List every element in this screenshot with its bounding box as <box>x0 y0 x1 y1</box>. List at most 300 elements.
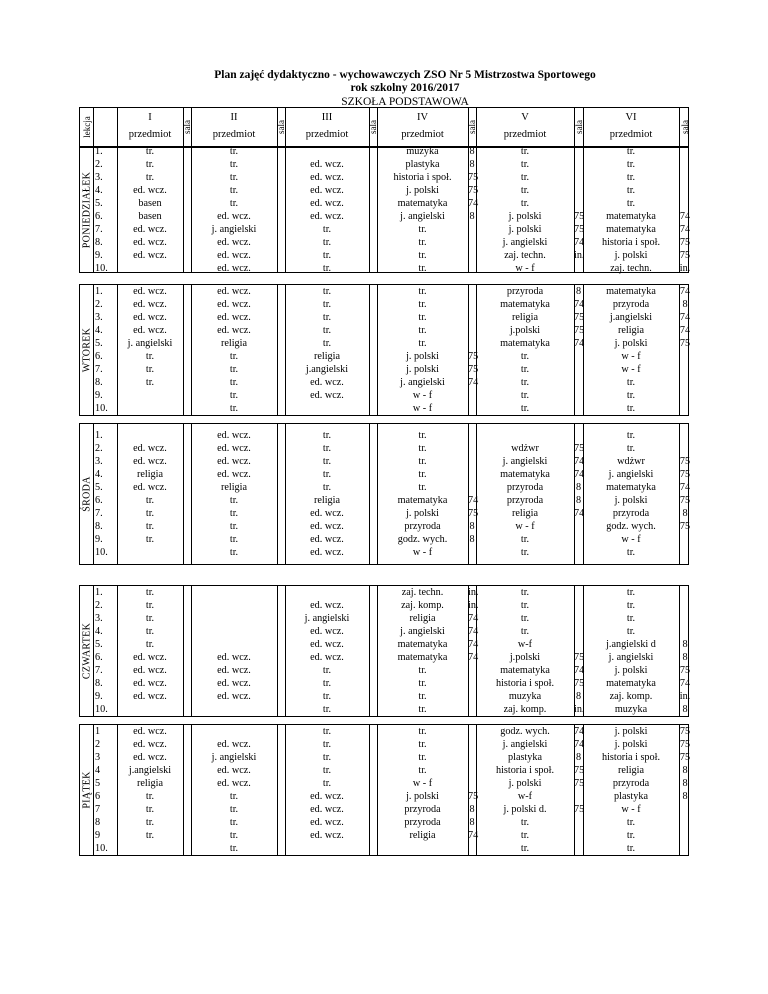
subject-cell: tr. <box>626 377 636 388</box>
room-cell <box>679 803 691 816</box>
room-cell <box>679 402 691 415</box>
subject-cell: przyroda <box>404 521 441 532</box>
subject-cell: tr. <box>145 804 155 815</box>
lesson-row <box>80 803 688 816</box>
lesson-row <box>80 842 688 855</box>
lesson-number: 4. <box>95 469 103 480</box>
room-cell <box>574 842 583 855</box>
room-cell <box>369 599 377 612</box>
room-cell: 8 <box>469 211 475 222</box>
day-block-0 <box>79 147 689 273</box>
room-cell <box>574 429 583 442</box>
room-cell <box>468 546 476 559</box>
lesson-number: 2 <box>95 739 101 750</box>
room-cell <box>574 184 583 197</box>
day-name: PONIEDZIAŁEK <box>81 171 92 249</box>
room-cell: 75 <box>574 765 585 776</box>
sala-header <box>679 108 691 146</box>
subject-cell <box>377 842 468 855</box>
lesson-row <box>80 586 688 599</box>
room-cell <box>369 625 377 638</box>
subject-cell: j. angielski <box>127 338 173 349</box>
room-cell <box>277 468 285 481</box>
subject-cell: matematyka <box>606 286 656 297</box>
subject-cell <box>285 402 369 415</box>
subject-cell: tr. <box>229 817 239 828</box>
subject-cell: ed. wcz. <box>217 312 251 323</box>
room-cell <box>183 429 191 442</box>
room-cell <box>468 455 476 468</box>
subject-cell: tr. <box>520 534 530 545</box>
room-cell <box>183 455 191 468</box>
subject-cell: j. polski <box>406 508 439 519</box>
subject-cell: tr. <box>322 237 332 248</box>
room-cell <box>183 350 191 363</box>
subject-cell: w - f <box>515 263 535 274</box>
subject-cell <box>117 546 183 559</box>
subject-cell: muzyka <box>614 704 648 715</box>
subject-cell: ed. wcz. <box>310 547 344 558</box>
lesson-number: 6. <box>95 211 103 222</box>
przedmiot-header: przedmiot <box>305 129 349 140</box>
school-year: rok szkolny 2016/2017 <box>350 82 460 94</box>
room-cell: 8 <box>469 804 475 815</box>
lesson-number: 2. <box>95 600 103 611</box>
room-cell <box>277 677 285 690</box>
room-cell <box>277 442 285 455</box>
subject-cell: religia <box>220 482 248 493</box>
room-cell <box>277 455 285 468</box>
subject-cell: ed. wcz. <box>217 263 251 274</box>
subject-cell: ed. wcz. <box>133 752 167 763</box>
room-cell <box>277 158 285 171</box>
subject-cell: religia <box>617 765 645 776</box>
room-cell <box>574 586 583 599</box>
subject-cell: ed. wcz. <box>310 377 344 388</box>
lesson-row <box>80 402 688 415</box>
room-cell <box>468 389 476 402</box>
room-cell <box>369 337 377 350</box>
room-cell <box>183 298 191 311</box>
subject-cell: tr. <box>145 146 155 157</box>
room-cell <box>277 703 285 716</box>
day-name: PIĄTEK <box>81 771 92 809</box>
subject-cell: tr. <box>418 704 427 715</box>
subject-cell: zaj. techn. <box>401 587 444 598</box>
subject-cell: ed. wcz. <box>217 691 251 702</box>
subject-cell <box>117 402 183 415</box>
subject-cell <box>191 638 277 651</box>
subject-cell: w - f <box>515 521 535 532</box>
lesson-number: 2. <box>95 443 103 454</box>
room-cell <box>183 337 191 350</box>
subject-cell: plastyka <box>405 159 440 170</box>
subject-cell: tr. <box>322 312 332 323</box>
room-cell: 74 <box>574 665 585 676</box>
room-cell <box>277 586 285 599</box>
room-cell: 8 <box>469 159 475 170</box>
sala-header <box>369 108 377 146</box>
room-cell <box>369 311 377 324</box>
lesson-row <box>80 223 691 236</box>
subject-cell: tr. <box>145 587 155 598</box>
subject-cell: tr. <box>626 626 636 637</box>
room-cell <box>277 738 285 751</box>
subject-cell: tr. <box>145 159 155 170</box>
subject-cell: tr. <box>229 159 239 170</box>
subject-cell <box>117 703 183 716</box>
subject-cell: religia <box>617 325 645 336</box>
room-cell: 8 <box>682 765 688 776</box>
class-header-ii: II <box>230 112 238 123</box>
room-cell <box>468 751 476 764</box>
room-cell <box>277 777 285 790</box>
room-cell: 74 <box>679 325 691 336</box>
subject-cell: tr. <box>229 521 239 532</box>
lesson-row <box>80 210 691 223</box>
room-cell <box>679 442 691 455</box>
subject-cell: tr. <box>229 547 239 558</box>
lesson-number: 3. <box>95 172 103 183</box>
lesson-number: 6 <box>95 791 101 802</box>
room-cell <box>183 829 191 842</box>
subject-cell: przyroda <box>612 778 650 789</box>
subject-cell: tr. <box>229 172 239 183</box>
subject-cell <box>285 842 369 855</box>
subject-cell: tr. <box>520 390 530 401</box>
room-cell <box>277 249 285 262</box>
sala-label: sala <box>182 120 192 134</box>
subject-cell: matematyka <box>606 678 656 689</box>
subject-cell: tr. <box>626 390 636 401</box>
room-cell <box>183 184 191 197</box>
room-cell <box>369 481 377 494</box>
subject-cell: tr. <box>322 325 332 336</box>
subject-cell: tr. <box>145 521 155 532</box>
subject-cell: ed. wcz. <box>217 299 251 310</box>
room-cell <box>369 816 377 829</box>
room-cell <box>369 324 377 337</box>
room-cell <box>679 612 691 625</box>
room-cell <box>679 842 691 855</box>
room-cell <box>679 625 691 638</box>
subject-cell: ed. wcz. <box>133 726 167 737</box>
room-cell <box>679 546 691 559</box>
subject-cell: religia <box>511 312 539 323</box>
room-cell <box>574 402 583 415</box>
subject-cell: tr. <box>520 843 530 854</box>
room-cell <box>277 324 285 337</box>
subject-cell: tr. <box>145 830 155 841</box>
room-cell: 8 <box>575 495 582 506</box>
day-block-2 <box>79 423 689 565</box>
lesson-row <box>80 442 688 455</box>
room-cell <box>277 337 285 350</box>
subject-cell: basen <box>138 198 162 209</box>
room-cell: 8 <box>575 286 582 297</box>
room-cell: 74 <box>679 312 691 323</box>
subject-cell: j.angielski <box>609 312 653 323</box>
subject-cell: ed. wcz. <box>133 678 167 689</box>
room-cell <box>574 790 583 803</box>
room-cell <box>369 803 377 816</box>
room-cell: 8 <box>682 508 688 519</box>
room-cell <box>468 468 476 481</box>
subject-cell: tr. <box>626 172 636 183</box>
room-cell <box>183 262 191 275</box>
subject-cell: tr. <box>229 534 239 545</box>
room-cell: 75 <box>574 312 585 323</box>
lesson-number: 9. <box>95 691 103 702</box>
lesson-number: 4. <box>95 626 103 637</box>
day-block-1 <box>79 284 689 416</box>
subject-cell: przyroda <box>612 299 650 310</box>
room-cell <box>369 703 377 716</box>
lesson-number: 7. <box>95 665 103 676</box>
room-cell: 74 <box>574 469 585 480</box>
room-cell <box>183 703 191 716</box>
room-cell <box>183 249 191 262</box>
subject-cell: j.angielski d <box>606 639 656 650</box>
subject-cell: tr. <box>322 704 332 715</box>
room-cell: 74 <box>468 495 479 506</box>
subject-cell: ed. wcz. <box>217 765 251 776</box>
room-cell <box>468 236 476 249</box>
room-cell <box>369 145 377 158</box>
room-cell <box>183 738 191 751</box>
room-cell <box>369 402 377 415</box>
room-cell <box>183 158 191 171</box>
room-cell <box>574 599 583 612</box>
subject-cell: tr. <box>145 534 155 545</box>
subject-cell: tr. <box>145 377 155 388</box>
lesson-number: 10. <box>95 547 108 558</box>
subject-cell: przyroda <box>404 804 441 815</box>
room-cell: 8 <box>682 652 688 663</box>
sala-header <box>277 108 285 146</box>
lesson-number: 8 <box>95 817 101 828</box>
room-cell <box>574 363 583 376</box>
room-cell <box>183 494 191 507</box>
subject-cell: ed. wcz. <box>217 211 251 222</box>
room-cell <box>574 376 583 389</box>
subject-cell: tr. <box>520 146 530 157</box>
lesson-row <box>80 533 688 546</box>
room-cell <box>183 612 191 625</box>
room-cell <box>574 158 583 171</box>
lesson-number: 10. <box>95 704 108 715</box>
room-cell <box>468 249 476 262</box>
room-cell <box>183 725 191 738</box>
przedmiot-header: przedmiot <box>128 129 172 140</box>
subject-cell <box>191 612 277 625</box>
room-cell <box>277 764 285 777</box>
subject-cell: w - f <box>412 403 433 414</box>
room-cell <box>369 533 377 546</box>
document-title: Plan zajęć dydaktyczno - wychowawczych ZSO Nr 5 Mistrzostwa Sportowego <box>214 69 596 81</box>
room-cell <box>679 376 691 389</box>
room-cell <box>183 546 191 559</box>
room-cell <box>369 751 377 764</box>
room-cell <box>468 402 476 415</box>
subject-cell: wdżwr <box>617 456 645 467</box>
subject-cell: godz. wych. <box>500 726 550 737</box>
subject-cell: j. polski <box>508 778 542 789</box>
subject-cell: tr. <box>418 237 427 248</box>
subject-cell: matematyka <box>606 211 656 222</box>
lesson-number: 8. <box>95 521 103 532</box>
room-cell <box>277 285 285 298</box>
room-cell <box>468 664 476 677</box>
subject-cell: tr. <box>626 146 636 157</box>
subject-cell: tr. <box>520 351 530 362</box>
lesson-number: 7. <box>95 364 103 375</box>
subject-cell: tr. <box>229 403 239 414</box>
room-cell: 74 <box>468 377 479 388</box>
room-cell <box>369 285 377 298</box>
subject-cell: j.polski <box>509 325 541 336</box>
lesson-number: 9. <box>95 534 103 545</box>
room-cell: 75 <box>679 469 691 480</box>
room-cell <box>369 442 377 455</box>
room-cell: 8 <box>575 752 582 763</box>
lesson-number: 10. <box>95 843 108 854</box>
lesson-row <box>80 298 688 311</box>
header-row <box>79 107 689 147</box>
room-cell <box>277 184 285 197</box>
subject-cell: tr. <box>520 198 530 209</box>
subject-cell: tr. <box>145 626 155 637</box>
sala-label: sala <box>368 120 378 134</box>
subject-cell: ed. wcz. <box>310 534 344 545</box>
room-cell: 8 <box>469 146 475 157</box>
room-cell: 75 <box>574 778 585 789</box>
subject-cell: tr. <box>520 364 530 375</box>
subject-cell: j. angielski <box>502 739 548 750</box>
subject-cell: ed. wcz. <box>133 250 167 261</box>
lesson-row <box>80 145 688 158</box>
subject-cell: tr. <box>418 739 427 750</box>
day-block-4 <box>79 724 689 856</box>
room-cell: 74 <box>468 652 479 663</box>
lesson-number: 3 <box>95 752 101 763</box>
lesson-number: 1 <box>95 726 101 737</box>
lesson-number: 9. <box>95 390 103 401</box>
room-cell <box>183 664 191 677</box>
room-cell <box>369 790 377 803</box>
subject-cell <box>191 599 277 612</box>
subject-cell <box>285 586 369 599</box>
room-cell: 75 <box>574 804 585 815</box>
room-cell <box>183 586 191 599</box>
subject-cell: tr. <box>520 377 530 388</box>
subject-cell: ed. wcz. <box>133 325 167 336</box>
room-cell <box>369 494 377 507</box>
lesson-number: 8. <box>95 678 103 689</box>
room-cell <box>277 363 285 376</box>
subject-cell: tr. <box>418 325 427 336</box>
room-cell <box>277 311 285 324</box>
room-cell <box>183 677 191 690</box>
room-cell <box>679 363 691 376</box>
lekcja-label: lekcja <box>81 116 92 138</box>
subject-cell: ed. wcz. <box>310 508 344 519</box>
day-name: ŚRODA <box>81 476 92 512</box>
subject-cell: tr. <box>418 312 427 323</box>
subject-cell: tr. <box>322 665 332 676</box>
sala-header <box>468 108 476 146</box>
subject-cell: tr. <box>520 403 530 414</box>
room-cell <box>679 171 691 184</box>
room-cell: in. <box>574 704 585 715</box>
room-cell <box>679 350 691 363</box>
room-cell <box>183 764 191 777</box>
subject-cell: matematyka <box>500 469 550 480</box>
lesson-row <box>80 664 691 677</box>
room-cell: in. <box>468 587 479 598</box>
room-cell: 75 <box>468 791 479 802</box>
room-cell: 75 <box>679 521 691 532</box>
room-cell: 74 <box>574 508 585 519</box>
room-cell <box>574 262 583 275</box>
subject-cell: ed. wcz. <box>310 817 344 828</box>
room-cell <box>468 677 476 690</box>
subject-cell: tr. <box>229 843 239 854</box>
subject-cell: tr. <box>626 830 636 841</box>
subject-cell: matematyka <box>606 482 656 493</box>
class-header-i: I <box>148 112 152 123</box>
room-cell <box>277 816 285 829</box>
lesson-number: 7. <box>95 508 103 519</box>
room-cell <box>277 625 285 638</box>
subject-cell: tr. <box>520 547 530 558</box>
room-cell: 75 <box>679 495 691 506</box>
day-name: WTOREK <box>81 327 92 373</box>
room-cell <box>468 842 476 855</box>
subject-cell: tr. <box>418 665 427 676</box>
room-cell: 75 <box>574 224 585 235</box>
lesson-row <box>80 690 691 703</box>
lesson-number: 5. <box>95 198 103 209</box>
subject-cell <box>285 145 369 158</box>
subject-cell: ed. wcz. <box>133 237 167 248</box>
subject-cell: j. angielski <box>502 456 548 467</box>
subject-cell: matematyka <box>397 652 448 663</box>
room-cell: 75 <box>574 652 585 663</box>
subject-cell: tr. <box>520 613 530 624</box>
lesson-number: 1. <box>95 146 103 157</box>
subject-cell: matematyka <box>397 639 448 650</box>
room-cell: 8 <box>575 482 582 493</box>
room-cell <box>277 481 285 494</box>
subject-cell: tr. <box>418 430 427 441</box>
room-cell: 74 <box>574 299 585 310</box>
subject-cell: tr. <box>229 804 239 815</box>
subject-cell: j. polski <box>406 185 439 196</box>
subject-cell: historia i społ. <box>495 765 554 776</box>
subject-cell: ed. wcz. <box>217 286 251 297</box>
room-cell <box>369 638 377 651</box>
room-cell <box>574 829 583 842</box>
room-cell <box>369 764 377 777</box>
subject-cell: j.polski <box>509 652 541 663</box>
lesson-number: 8. <box>95 377 103 388</box>
lesson-number: 9. <box>95 250 103 261</box>
room-cell: 75 <box>468 508 479 519</box>
subject-cell: matematyka <box>606 224 656 235</box>
subject-cell: tr. <box>145 791 155 802</box>
room-cell: 75 <box>679 752 691 763</box>
